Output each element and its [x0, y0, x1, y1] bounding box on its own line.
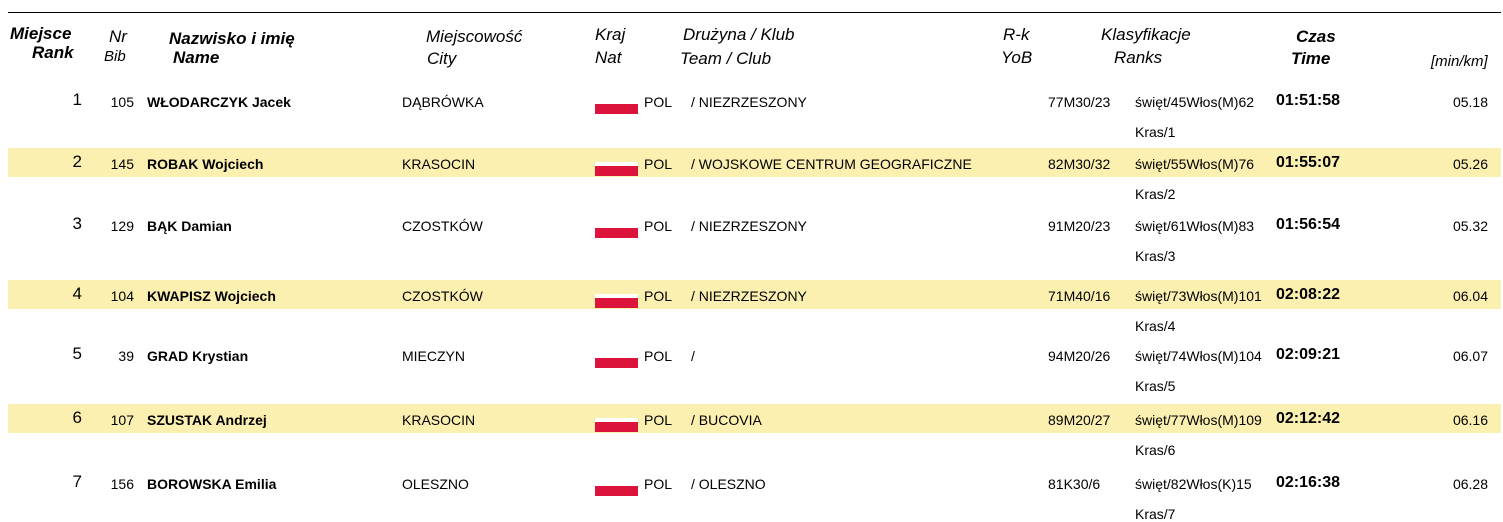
header-rank-en: Rank	[32, 43, 74, 62]
header-city-en: City	[427, 49, 457, 68]
city-cell: KRASOCIN	[402, 156, 476, 172]
yob-category-cell: 71M40/16	[1048, 288, 1111, 304]
rank-cell: 2	[72, 152, 82, 171]
name-cell: ROBAK Wojciech	[147, 156, 264, 172]
nat-cell: POL	[644, 476, 673, 492]
bib-cell: 107	[110, 412, 134, 428]
classification-secondary-cell: Kras/4	[1135, 318, 1176, 334]
header-name-en: Name	[173, 48, 220, 67]
pace-cell: 06.07	[1452, 348, 1488, 364]
time-cell: 02:12:42	[1276, 410, 1341, 427]
city-cell: KRASOCIN	[402, 412, 476, 428]
classification-cell: święt/73Włos(M)101	[1135, 288, 1262, 304]
classification-cell: święt/45Włos(M)62	[1135, 94, 1255, 110]
classification-cell: święt/74Włos(M)104	[1135, 348, 1262, 364]
table-row	[8, 468, 1501, 522]
time-cell: 02:09:21	[1276, 346, 1341, 363]
header-bib-pl: Nr	[109, 27, 127, 46]
club-cell: / BUCOVIA	[691, 412, 762, 428]
nat-cell: POL	[644, 94, 673, 110]
bib-cell: 156	[110, 476, 134, 492]
time-cell: 01:56:54	[1276, 216, 1341, 233]
yob-category-cell: 82M30/32	[1048, 156, 1111, 172]
header-yob-en: YoB	[1001, 48, 1033, 67]
poland-flag-icon	[595, 100, 638, 114]
rank-cell: 6	[72, 408, 82, 427]
time-cell: 02:16:38	[1276, 474, 1341, 491]
yob-category-cell: 94M20/26	[1048, 348, 1111, 364]
pace-cell: 06.04	[1452, 288, 1488, 304]
time-cell: 01:51:58	[1276, 92, 1341, 109]
poland-flag-icon	[595, 418, 638, 432]
header-team-en: Team / Club	[680, 49, 772, 68]
header-nat-pl: Kraj	[595, 25, 626, 44]
rank-cell: 1	[72, 90, 82, 109]
nat-cell: POL	[644, 348, 673, 364]
yob-category-cell: 77M30/23	[1048, 94, 1111, 110]
rank-cell: 5	[72, 344, 82, 363]
club-cell: / NIEZRZESZONY	[691, 218, 807, 234]
classification-secondary-cell: Kras/1	[1135, 124, 1176, 140]
table-row	[8, 148, 1501, 202]
name-cell: WŁODARCZYK Jacek	[147, 94, 291, 110]
city-cell: CZOSTKÓW	[402, 218, 483, 234]
name-cell: BOROWSKA Emilia	[147, 476, 277, 492]
classification-cell: święt/82Włos(K)15	[1135, 476, 1252, 492]
club-cell: /	[691, 348, 695, 364]
classification-secondary-cell: Kras/3	[1135, 248, 1176, 264]
classification-cell: święt/61Włos(M)83	[1135, 218, 1255, 234]
classification-secondary-cell: Kras/2	[1135, 186, 1176, 202]
city-cell: CZOSTKÓW	[402, 288, 483, 304]
header-bib-en: Bib	[104, 48, 126, 65]
header-team-pl: Drużyna / Klub	[683, 25, 795, 44]
classification-cell: święt/55Włos(M)76	[1135, 156, 1255, 172]
bib-cell: 105	[110, 94, 134, 110]
nat-cell: POL	[644, 156, 673, 172]
rank-cell: 4	[72, 284, 82, 303]
header-rank-pl: Miejsce	[10, 24, 72, 43]
club-cell: / OLESZNO	[691, 476, 766, 492]
poland-flag-icon	[595, 224, 638, 238]
city-cell: OLESZNO	[402, 476, 469, 492]
pace-cell: 05.18	[1452, 94, 1488, 110]
poland-flag-icon	[595, 162, 638, 176]
nat-cell: POL	[644, 218, 673, 234]
classification-cell: święt/77Włos(M)109	[1135, 412, 1262, 428]
city-cell: DĄBRÓWKA	[402, 94, 484, 110]
time-cell: 02:08:22	[1276, 286, 1341, 303]
header-pace: [min/km]	[1431, 53, 1488, 70]
pace-cell: 05.26	[1452, 156, 1488, 172]
nat-cell: POL	[644, 412, 673, 428]
pace-cell: 06.28	[1452, 476, 1488, 492]
city-cell: MIECZYN	[402, 348, 465, 364]
bib-cell: 104	[110, 288, 134, 304]
header-yob-pl: R-k	[1003, 25, 1030, 44]
nat-cell: POL	[644, 288, 673, 304]
table-row	[8, 340, 1501, 394]
classification-secondary-cell: Kras/7	[1135, 506, 1176, 522]
header-ranks-en: Ranks	[1114, 48, 1163, 67]
header-time-en: Time	[1291, 49, 1331, 68]
name-cell: SZUSTAK Andrzej	[147, 412, 267, 428]
rank-cell: 7	[72, 472, 82, 491]
header-city-pl: Miejscowość	[426, 27, 523, 46]
bib-cell: 145	[110, 156, 134, 172]
header-time-pl: Czas	[1296, 27, 1336, 46]
header-ranks-pl: Klasyfikacje	[1101, 25, 1191, 44]
name-cell: GRAD Krystian	[147, 348, 249, 364]
table-row	[8, 280, 1501, 334]
pace-cell: 05.32	[1452, 218, 1488, 234]
name-cell: BĄK Damian	[147, 218, 232, 234]
table-row	[8, 404, 1501, 458]
rank-cell: 3	[72, 214, 82, 233]
classification-secondary-cell: Kras/6	[1135, 442, 1176, 458]
yob-category-cell: 81K30/6	[1048, 476, 1101, 492]
header-name-pl: Nazwisko i imię	[169, 29, 295, 48]
club-cell: / NIEZRZESZONY	[691, 288, 807, 304]
pace-cell: 06.16	[1452, 412, 1488, 428]
table-row	[8, 210, 1501, 264]
club-cell: / WOJSKOWE CENTRUM GEOGRAFICZNE	[691, 156, 972, 172]
bib-cell: 129	[110, 218, 134, 234]
name-cell: KWAPISZ Wojciech	[147, 288, 276, 304]
yob-category-cell: 89M20/27	[1048, 412, 1111, 428]
time-cell: 01:55:07	[1276, 154, 1341, 171]
table-row	[8, 86, 1501, 140]
header-nat-en: Nat	[595, 48, 622, 67]
header-rule	[8, 12, 1501, 13]
yob-category-cell: 91M20/23	[1048, 218, 1111, 234]
classification-secondary-cell: Kras/5	[1135, 378, 1176, 394]
poland-flag-icon	[595, 294, 638, 308]
bib-cell: 39	[118, 348, 134, 364]
poland-flag-icon	[595, 354, 638, 368]
club-cell: / NIEZRZESZONY	[691, 94, 807, 110]
poland-flag-icon	[595, 482, 638, 496]
